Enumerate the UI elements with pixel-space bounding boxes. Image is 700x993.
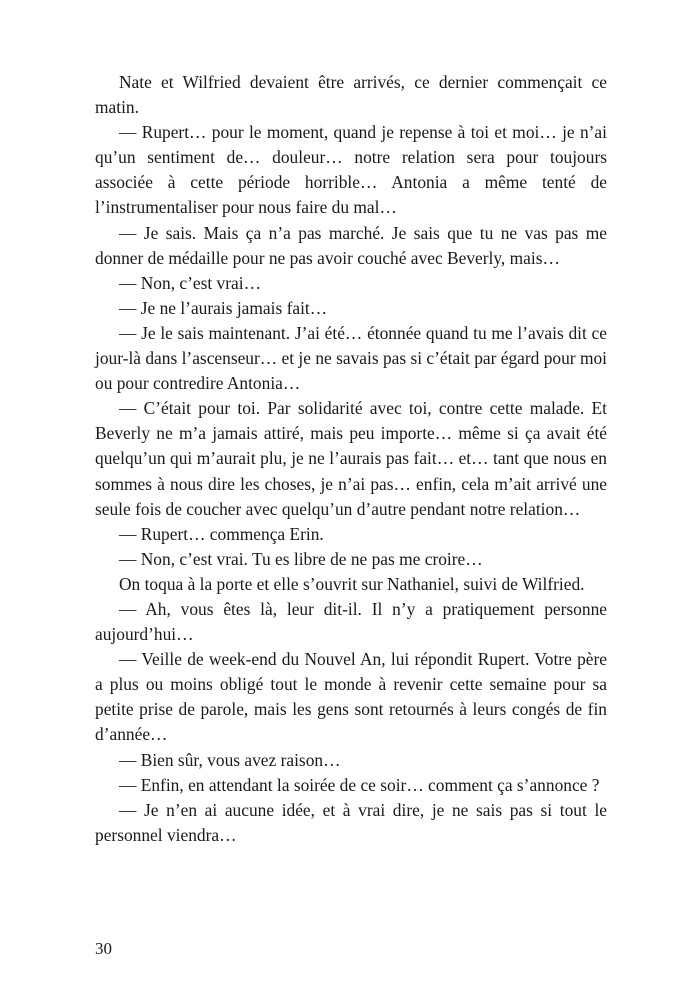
paragraph: — Non, c’est vrai. Tu es libre de ne pas me croire… [119, 548, 483, 569]
paragraph: — C’était pour toi. Par solidarité avec toi, contre cette malade. Et Beverly ne m’a jamais attiré, mais peu importe… même si ça avait été quelqu’un qui m’aurait plu, je ne l’aurais pas fait… et… tant que nous en sommes à nous dire les choses, je n’ai pas… enfin, cela m’ait arrivé une seule fois de coucher avec quelqu’un d’autre pendant notre relation… [95, 398, 607, 519]
paragraph: — Rupert… pour le moment, quand je repense à toi et moi… je n’ai qu’un sentiment de… douleur… notre relation sera pour toujours associée à cette période horrible… Antonia a même tenté de l’instrumentaliser pour nous faire du mal… [95, 122, 607, 218]
paragraph: — Je le sais maintenant. J’ai été… étonnée quand tu me l’avais dit ce jour-là dans l’ascenseur… et je ne savais pas si c’était par égard pour moi ou pour contredire Antonia… [95, 322, 608, 394]
paragraph: — Enfin, en attendant la soirée de ce soir… comment ça s’annonce ? [119, 774, 600, 795]
paragraph: — Veille de week-end du Nouvel An, lui répondit Rupert. Votre père a plus ou moins obligé tout le monde à revenir cette semaine pour sa petite prise de parole, mais les gens sont retournés à leurs congés de fin d’année… [95, 649, 607, 745]
paragraph: — Je n’en ai aucune idée, et à vrai dire, je ne sais pas si tout le personnel viendra… [95, 799, 607, 845]
paragraph: — Je sais. Mais ça n’a pas marché. Je sais que tu ne vas pas me donner de médaille pour ne pas avoir couché avec Beverly, mais… [95, 222, 607, 268]
paragraph: On toqua à la porte et elle s’ouvrit sur Nathaniel, suivi de Wilfried. [119, 573, 585, 594]
paragraph: Nate et Wilfried devaient être arrivés, ce dernier commençait ce matin. [95, 72, 607, 118]
paragraph: — Ah, vous êtes là, leur dit-il. Il n’y a pratiquement personne aujourd’hui… [95, 598, 607, 645]
page-body [95, 70, 607, 848]
page-number: 30 [95, 939, 112, 958]
paragraph: — Rupert… commença Erin. [119, 523, 324, 544]
paragraph: — Je ne l’aurais jamais fait… [119, 297, 328, 318]
paragraph: — Non, c’est vrai… [119, 272, 261, 293]
paragraph: — Bien sûr, vous avez raison… [119, 749, 341, 770]
